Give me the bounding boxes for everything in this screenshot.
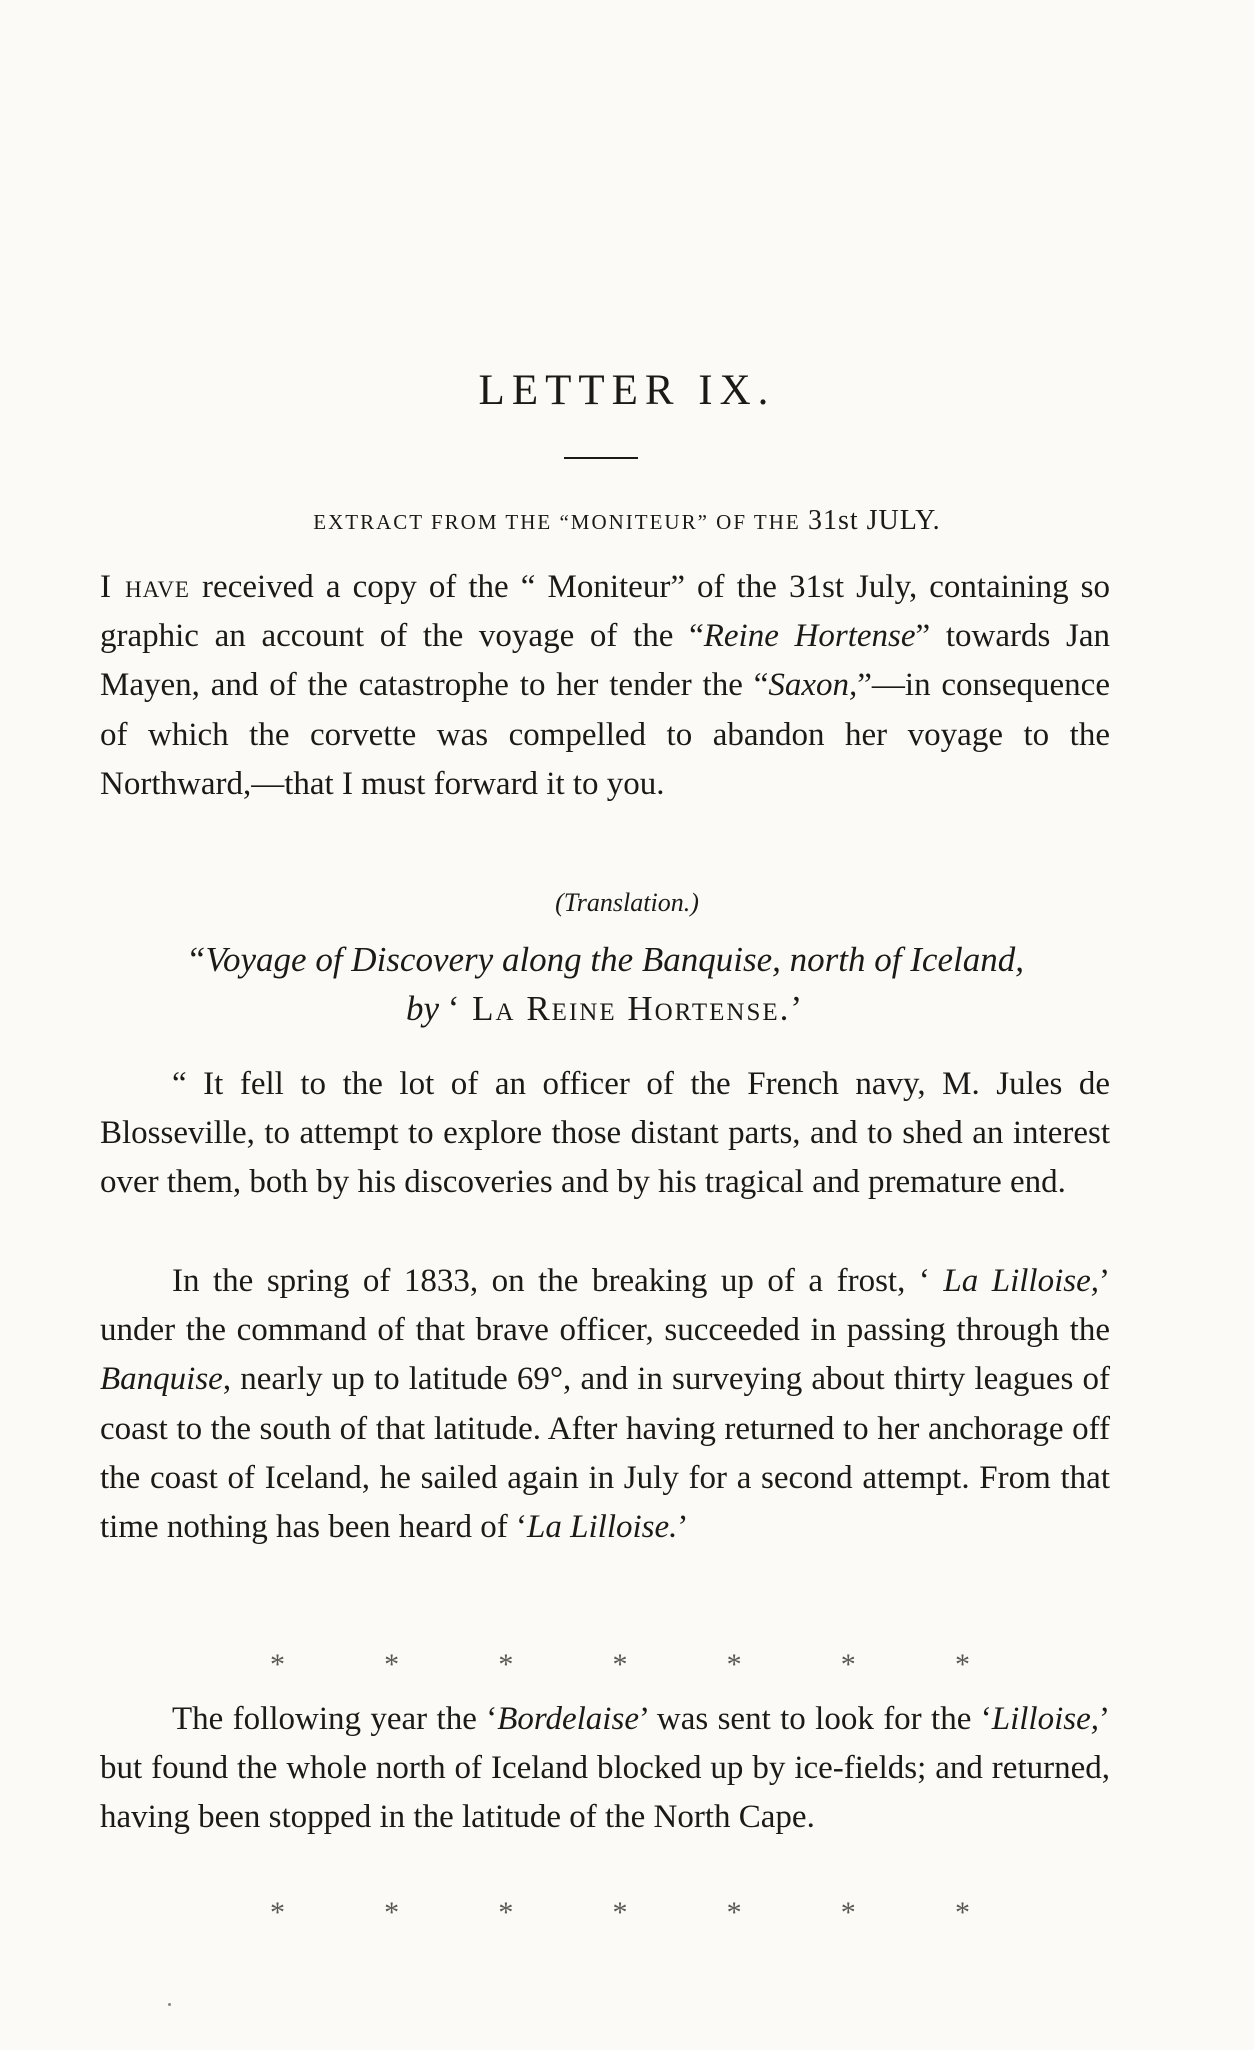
ship-name-lilloise-3: Lilloise, [991, 1701, 1100, 1737]
p3-text-3: , nearly up to latitude 69°, and in surveying about thirty leagues of coast to the south of that latitude. After having returned to her anchorage off the coast of Iceland, he sailed again in July for a second attempt. From that time nothing has been heard of ‘ [100, 1361, 1110, 1546]
asterism-separator-1 [270, 1648, 970, 1682]
asterisk-icon: * [498, 1648, 514, 1681]
voyage-ship-name: ‘ La Reine Hortense.’ [447, 989, 805, 1028]
paragraph-1 [100, 563, 1110, 809]
asterisk-icon: * [498, 1896, 514, 1929]
subheading-date: 31st JULY. [807, 505, 941, 536]
asterisk-icon: * [726, 1896, 742, 1929]
subheading-main: EXTRACT FROM THE “MONITEUR” OF THE [313, 510, 801, 534]
voyage-title: Voyage of Discovery along the Banquise, north of Iceland, [205, 940, 1024, 979]
asterisk-icon: * [726, 1648, 742, 1681]
asterisk-icon: * [840, 1896, 856, 1929]
ship-name-lilloise: La Lilloise, [943, 1263, 1099, 1299]
paragraph-3 [100, 1257, 1110, 1552]
asterisk-icon: * [270, 1896, 285, 1929]
voyage-quote: “ [186, 940, 206, 979]
asterisk-icon: * [612, 1648, 628, 1681]
asterisk-icon: * [270, 1648, 285, 1681]
subheading [0, 505, 1254, 537]
asterism-separator-2 [270, 1896, 970, 1930]
asterisk-icon: * [384, 1896, 400, 1929]
asterisk-icon: * [954, 1648, 970, 1681]
opening-words: I have [100, 569, 190, 605]
p1-text-2: ” towards Jan Mayen, and of the catastrophe to her tender the “ [100, 618, 1110, 704]
p1-text-1: received a copy of the “ Moniteur” of the 31st July, containing so graphic an account of the voyage of the “ [100, 569, 1110, 655]
asterisk-icon: * [840, 1648, 856, 1681]
asterisk-icon: * [612, 1896, 628, 1929]
p3-text-1: In the spring of 1833, on the breaking up of a frost, ‘ [172, 1263, 944, 1299]
translation-note: (Translation.) [555, 888, 699, 917]
letter-title: LETTER IX. [478, 367, 776, 414]
title-rule [564, 457, 638, 459]
term-banquise: Banquise [100, 1361, 223, 1398]
paragraph-2: “ It fell to the lot of an officer of the French navy, M. Jules de Blosseville, to attempt to explore those distant parts, and to shed an interest over them, both by his discoveries and by his tragical and premature end. [100, 1066, 1110, 1201]
asterisk-icon: * [384, 1648, 400, 1681]
ship-name-lilloise-2: La Lilloise. [527, 1509, 678, 1546]
p3-text-2: ’ under the command of that brave officer, succeeded in passing through the [100, 1263, 1110, 1349]
ship-name-bordelaise: Bordelaise [497, 1701, 639, 1737]
print-speck [168, 2003, 171, 2006]
asterisk-icon: * [954, 1896, 970, 1929]
p1-text-3: ”—in consequence of which the corvette was compelled to abandon her voyage to the Northward,—that I must forward it to you. [100, 667, 1110, 802]
voyage-by: by [405, 989, 439, 1028]
p4-text-3: ’ but found the whole north of Iceland blocked up by ice-fields; and returned, having been stopped in the latitude of the North Cape. [100, 1701, 1111, 1836]
ship-name-saxon: Saxon, [768, 667, 858, 704]
ship-name-reine-hortense: Reine Hortense [703, 618, 916, 655]
voyage-heading [100, 935, 1110, 1033]
paragraph-4 [100, 1695, 1110, 1843]
p3-text-4: ’ [677, 1509, 689, 1546]
p4-text-2: ’ was sent to look for the ‘ [638, 1701, 992, 1737]
p4-text-1: The following year the ‘ [172, 1701, 498, 1737]
